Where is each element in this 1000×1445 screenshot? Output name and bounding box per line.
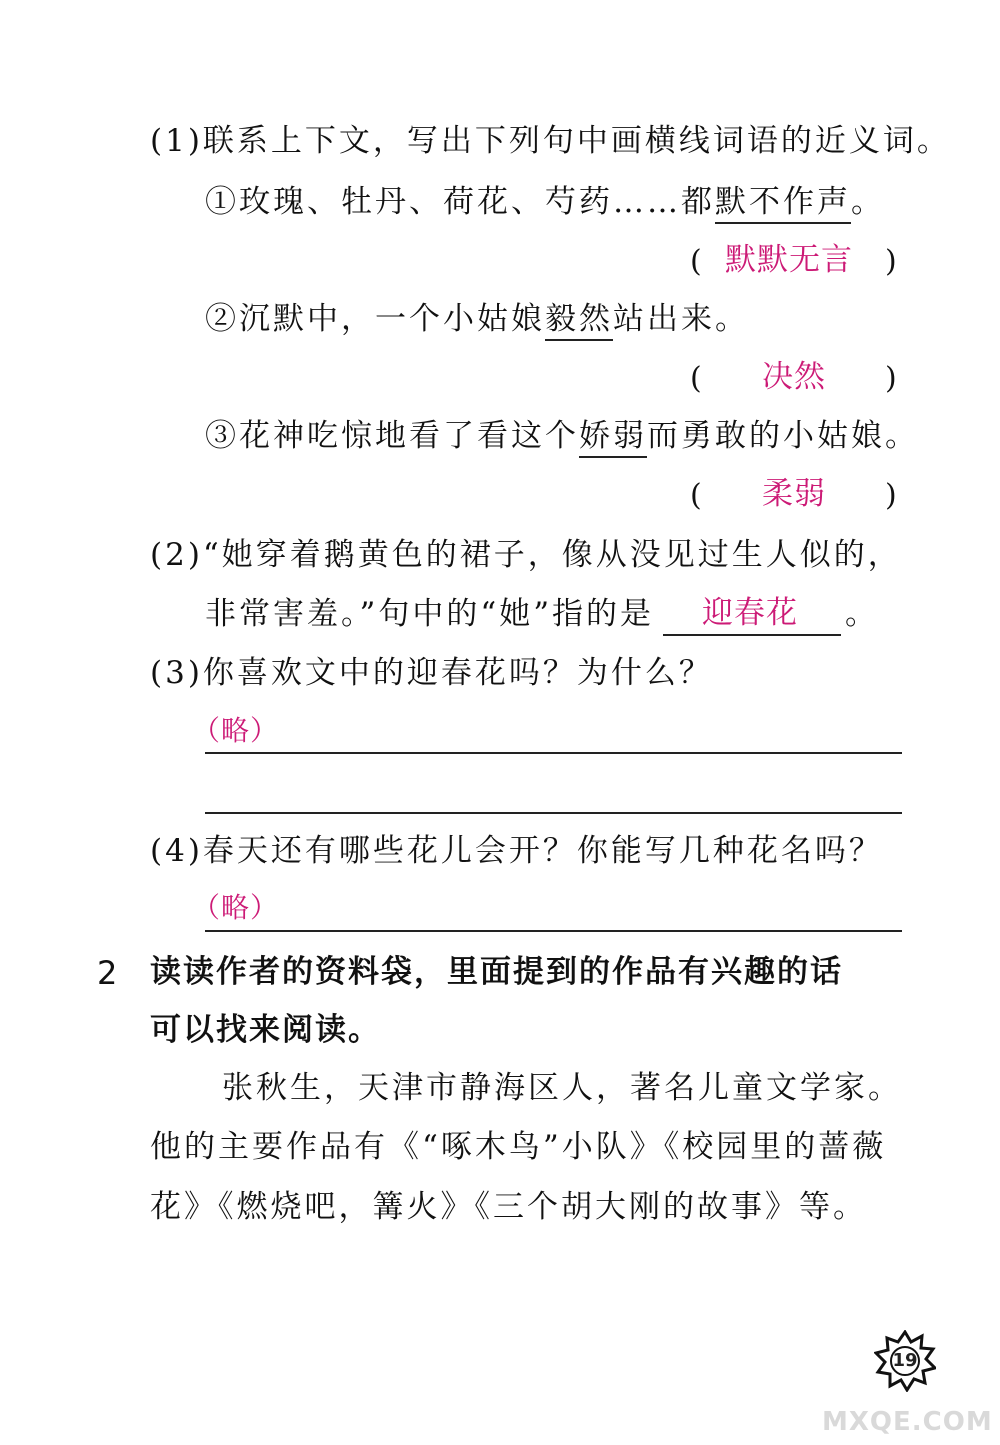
q1-item-3-underlined-word: 娇弱 bbox=[579, 418, 647, 458]
page-number: 19 bbox=[892, 1350, 918, 1371]
q1-item-3 bbox=[205, 418, 919, 454]
q3-answer: （略） bbox=[192, 714, 280, 747]
q1-item-3-post: 而勇敢的小姑娘。 bbox=[647, 418, 919, 454]
author-paragraph-line-3: 花》《燃烧吧，篝火》《三个胡大刚的故事》等。 bbox=[150, 1189, 867, 1225]
author-paragraph-line-1: 张秋生，天津市静海区人，著名儿童文学家。 bbox=[222, 1070, 902, 1106]
section-title-line-2: 可以找来阅读。 bbox=[150, 1012, 381, 1048]
answer-right-paren: ) bbox=[885, 244, 897, 279]
answer-left-paren: ( bbox=[690, 478, 702, 513]
q2-end-punct: 。 bbox=[845, 596, 879, 632]
section-title-line-1: 读读作者的资料袋，里面提到的作品有兴趣的话 bbox=[150, 954, 843, 990]
q1-item-2-answer: 决然 bbox=[762, 359, 826, 395]
q2-answer-blank bbox=[663, 634, 841, 636]
q3-answer-line-1 bbox=[205, 752, 902, 754]
answer-left-paren: ( bbox=[690, 244, 702, 279]
q1-item-2-pre: ②沉默中，一个小姑娘 bbox=[205, 301, 545, 337]
q1-item-1 bbox=[205, 184, 885, 220]
q4-answer: （略） bbox=[192, 891, 280, 924]
q1-item-3-answer: 柔弱 bbox=[762, 476, 826, 512]
q4-answer-line bbox=[205, 930, 902, 932]
q1-item-2-underlined-word: 毅然 bbox=[545, 301, 613, 341]
watermark: MXQE.COM bbox=[822, 1407, 993, 1437]
q1-item-2 bbox=[205, 301, 749, 337]
q3-stem: (3)你喜欢文中的迎春花吗？为什么？ bbox=[150, 655, 713, 691]
q1-item-1-pre: ①玫瑰、牡丹、荷花、芍药……都 bbox=[205, 184, 715, 220]
q2-answer: 迎春花 bbox=[702, 595, 798, 631]
q1-item-1-underlined-word: 默不作声 bbox=[715, 184, 851, 224]
answer-right-paren: ) bbox=[885, 361, 897, 396]
answer-left-paren: ( bbox=[690, 361, 702, 396]
section-number: 2 bbox=[97, 954, 118, 992]
q4-stem: (4)春天还有哪些花儿会开？你能写几种花名吗？ bbox=[150, 833, 883, 869]
q1-item-2-post: 站出来。 bbox=[613, 301, 749, 337]
q2-line-1: (2)“她穿着鹅黄色的裙子，像从没见过生人似的， bbox=[150, 537, 902, 573]
answer-right-paren: ) bbox=[885, 478, 897, 513]
author-paragraph-line-2: 他的主要作品有《“啄木鸟”小队》《校园里的蔷薇 bbox=[150, 1129, 887, 1165]
q1-stem: (1)联系上下文，写出下列句中画横线词语的近义词。 bbox=[150, 123, 951, 159]
q1-item-3-pre: ③花神吃惊地看了看这个 bbox=[205, 418, 579, 454]
q1-item-1-answer: 默默无言 bbox=[725, 242, 853, 278]
q1-item-1-post: 。 bbox=[851, 184, 885, 220]
q2-line-2: 非常害羞。”句中的“她”指的是 bbox=[205, 596, 655, 632]
q3-answer-line-2 bbox=[205, 812, 902, 814]
